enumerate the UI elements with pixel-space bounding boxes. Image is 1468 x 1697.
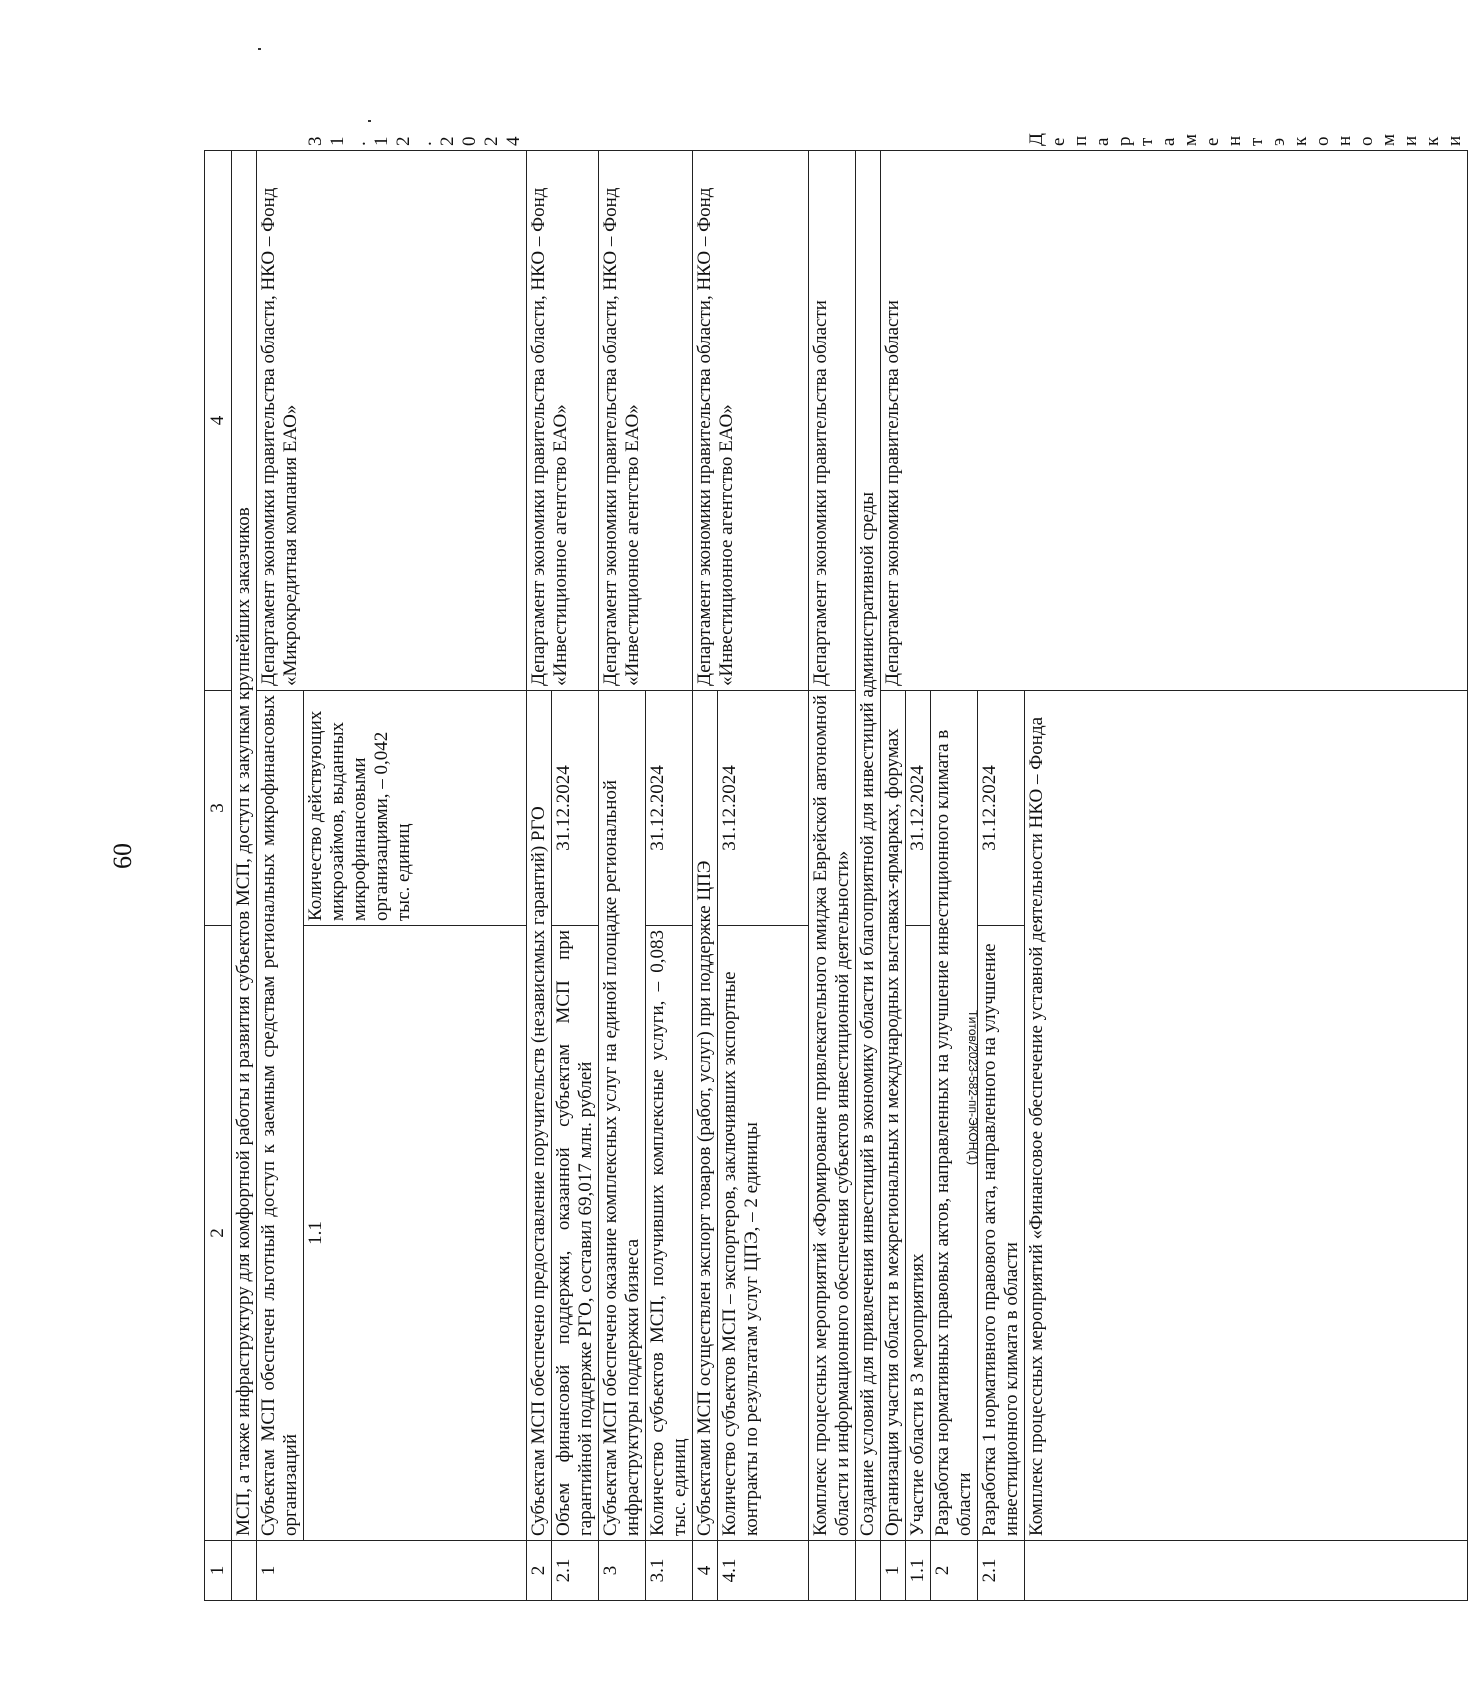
table-row: 1.1 Количество действующих микрозаймов, выданных микрофинансовыми организациями, – 0,042 тыс. единиц 31.12.2024	[304, 151, 527, 1601]
table-row	[257, 151, 304, 1601]
row-number: 4.1	[718, 1541, 809, 1601]
row-number	[856, 1541, 881, 1601]
footer-document-code: Титов/2023-582-пп-ЭКОН(1)	[966, 1010, 980, 1166]
header-cell-4: 4	[205, 151, 232, 691]
responsible-cell: Департамент экономики правительства области, НКО – Фонд «Инвестиционное агентство ЕАО»	[527, 151, 599, 691]
header-cell-3: 3	[205, 691, 232, 926]
table-row	[881, 151, 906, 1601]
rotated-table-container	[204, 133, 1465, 1601]
indicator-text: Разработка 1 нормативного правового акта, направленного на улучшение инвестиционного климата в области	[978, 926, 1025, 1541]
header-cell-2: 2	[205, 926, 232, 1541]
page-number: 60	[108, 843, 137, 869]
table-row	[232, 151, 257, 1601]
result-title: Субъектам МСП обеспечено предоставление поручительств (независимых гарантий) РГО	[527, 691, 552, 1541]
indicator-text: Количество действующих микрозаймов, выданных микрофинансовыми организациями, – 0,042 тыс. единиц	[304, 691, 527, 926]
date-cell: 31.12.2024	[552, 691, 599, 926]
table-row	[809, 151, 856, 1601]
row-number: 3.1	[646, 1541, 693, 1601]
row-number	[232, 1541, 257, 1601]
date-cell: 31.12.2024	[906, 691, 931, 926]
intro-text: МСП, а также инфраструктуру для комфортной работы и развития субъектов МСП, доступ к закупкам крупнейших заказчиков	[232, 151, 257, 1541]
scan-speck	[368, 120, 371, 122]
complex-title: Комплекс процессных мероприятий «Формирование привлекательного имиджа Еврейской автономной области и информационного обеспечения субъектов инвестиционной деятельности»	[809, 691, 856, 1541]
row-number	[809, 1541, 856, 1601]
row-number: 1	[257, 1541, 527, 1601]
result-title: Субъектам МСП обеспечено оказание комплексных услуг на единой площадке региональной инфраструктуры поддержки бизнеса	[599, 691, 646, 1541]
row-number: 2.1	[978, 1541, 1025, 1601]
task-title: Создание условий для привлечения инвестиций в экономику области и благоприятной для инвестиций административной среды	[856, 151, 881, 1541]
row-number: 4	[693, 1541, 718, 1601]
row-number: 3	[599, 1541, 646, 1601]
table-row	[693, 151, 718, 1601]
header-cell-1: 1	[205, 1541, 232, 1601]
indicator-text: Объем финансовой поддержки, оказанной субъектам МСП при гарантийной поддержке РГО, составил 69,017 млн. рублей	[552, 926, 599, 1541]
result-title: Организация участия области в межрегиональных и международных выставках-ярмарках, форумах	[881, 691, 906, 1541]
row-number: 1.1	[304, 926, 527, 1541]
responsible-cell: Департамент экономики правительства области	[881, 151, 1468, 691]
indicator-text: Количество субъектов МСП, получивших комплексные услуги, – 0,083 тыс. единиц	[646, 926, 693, 1541]
table-row	[856, 151, 881, 1601]
responsible-cell: Департамент экономики правительства области, НКО – Фонд «Инвестиционное агентство ЕАО»	[693, 151, 809, 691]
date-cell: 31.12.2024	[646, 691, 693, 926]
scan-speck	[258, 48, 261, 50]
responsible-cell: Департамент экономики правительства области	[809, 151, 856, 691]
row-number: 1.1	[906, 1541, 931, 1601]
table-row	[527, 151, 552, 1601]
table-row	[599, 151, 646, 1601]
result-title: Субъектам МСП обеспечен льготный доступ к заемным средствам региональных микрофинансовых организаций	[257, 691, 304, 1541]
row-number: 2.1	[552, 1541, 599, 1601]
plan-table	[204, 133, 1468, 1601]
date-cell: 31.12.2024	[978, 691, 1025, 926]
responsible-cell: Департамент экономики правительства области, НКО – Фонд «Инвестиционное агентство ЕАО»	[599, 151, 693, 691]
row-number: 1	[881, 1541, 906, 1601]
table-row: Комплекс процессных мероприятий «Финансовое обеспечение уставной деятельности НКО – Фонда Департамент экономики	[1025, 151, 1468, 1601]
row-number	[1025, 1541, 1468, 1601]
indicator-text: Количество субъектов МСП – экспортеров, заключивших экспортные контракты по результатам услуг ЦПЭ, – 2 единицы	[718, 926, 809, 1541]
result-title: Разработка нормативных правовых актов, направленных на улучшение инвестиционного климата в области	[931, 691, 978, 1541]
result-title: Субъектами МСП осуществлен экспорт товаров (работ, услуг) при поддержке ЦПЭ	[693, 691, 718, 1541]
complex-title: Комплекс процессных мероприятий «Финансовое обеспечение уставной деятельности НКО – Фонда	[1025, 691, 1468, 1541]
responsible-cell: Департамент экономики правительства области, НКО – Фонд «Микрокредитная компания ЕАО»	[257, 151, 527, 691]
row-number: 2	[527, 1541, 552, 1601]
row-number: 2	[931, 1541, 978, 1601]
indicator-text: Участие области в 3 мероприятиях	[906, 926, 931, 1541]
table-header-row	[205, 151, 232, 1601]
date-cell: 31.12.2024	[718, 691, 809, 926]
